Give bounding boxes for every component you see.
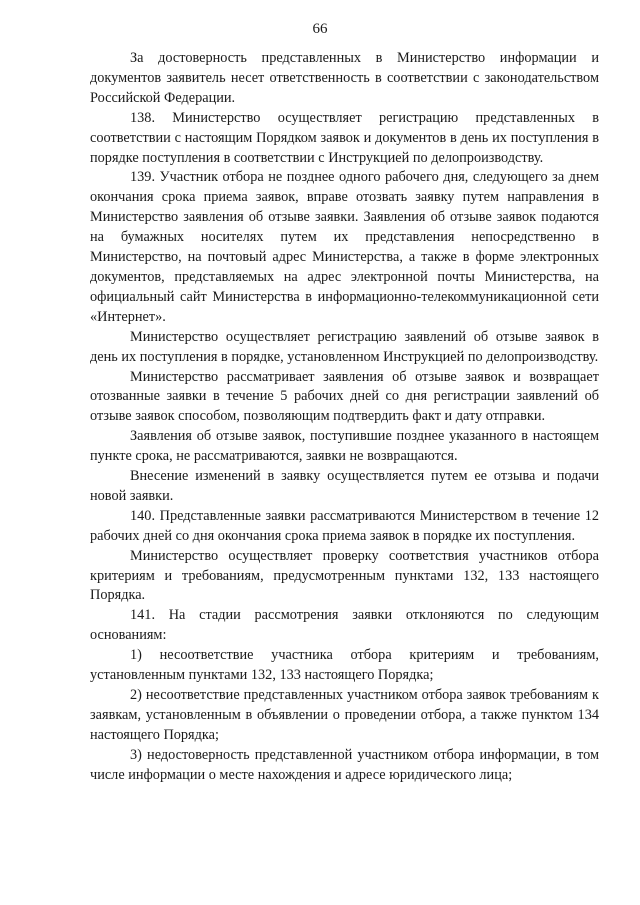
paragraph-registration: Министерство осуществляет регистрацию заявлений об отзыве заявок в день их поступления в порядке, установленном Инструкцией по делопроизводству. <box>90 328 599 365</box>
paragraph-140: 140. Представленные заявки рассматриваются Министерством в течение 12 рабочих дней со дня окончания срока приема заявок в порядке их поступления. <box>90 507 599 544</box>
paragraph-verification: Министерство осуществляет проверку соответствия участников отбора критериям и требованиям, предусмотренным пунктами 132, 133 настоящего Порядка. <box>90 547 599 604</box>
document-body <box>90 49 599 786</box>
list-item-2: 2) несоответствие представленных участником отбора заявок требованиям к заявкам, установленным в объявлении о проведении отбора, а также пунктом 134 настоящего Порядка; <box>90 687 599 743</box>
paragraph-late-applications: Заявления об отзыве заявок, поступившие позднее указанного в настоящем пункте срока, не рассматриваются, заявки не возвращаются. <box>90 428 599 465</box>
paragraph-return: Министерство рассматривает заявления об отзыве заявок и возвращает отозванные заявки в течение 5 рабочих дней со дня регистрации заявлений об отзыве заявок способом, позволяющим подтвердить факт и дату отправки. <box>90 368 599 425</box>
list-item-1: 1) несоответствие участника отбора критериям и требованиям, установленным пунктами 132, 133 настоящего Порядка; <box>90 647 599 684</box>
list-item-3: 3) недостоверность представленной участником отбора информации, в том числе информации о месте нахождения и адресе юридического лица; <box>90 746 599 783</box>
paragraph-responsibility: За достоверность представленных в Министерство информации и документов заявитель несет ответственность в соответствии с законодательством Российской Федерации. <box>90 50 599 106</box>
page-number: 66 <box>312 21 328 37</box>
paragraph-141: 141. На стадии рассмотрения заявки отклоняются по следующим основаниям: <box>90 607 599 644</box>
paragraph-138: 138. Министерство осуществляет регистрацию представленных в соответствии с настоящим Порядком заявок и документов в день их поступления в порядке поступления в соответствии с Инструкцией по делопроизводству. <box>90 109 599 166</box>
paragraph-changes: Внесение изменений в заявку осуществляется путем ее отзыва и подачи новой заявки. <box>90 468 599 504</box>
paragraph-139: 139. Участник отбора не позднее одного рабочего дня, следующего за днем окончания срока приема заявок, вправе отозвать заявку путем направления в Министерство заявления об отзыве заявки. Заявления об отзыве заявок подаются на бумажных носителях путем их представления непосредственно в Министерство, на почтовый адрес Министерства, а также в форме электронных документов, представляемых на адрес электронной почты Министерства, на официальный сайт Министерства в информационно-телекоммуникационной сети «Интернет». <box>90 169 599 325</box>
